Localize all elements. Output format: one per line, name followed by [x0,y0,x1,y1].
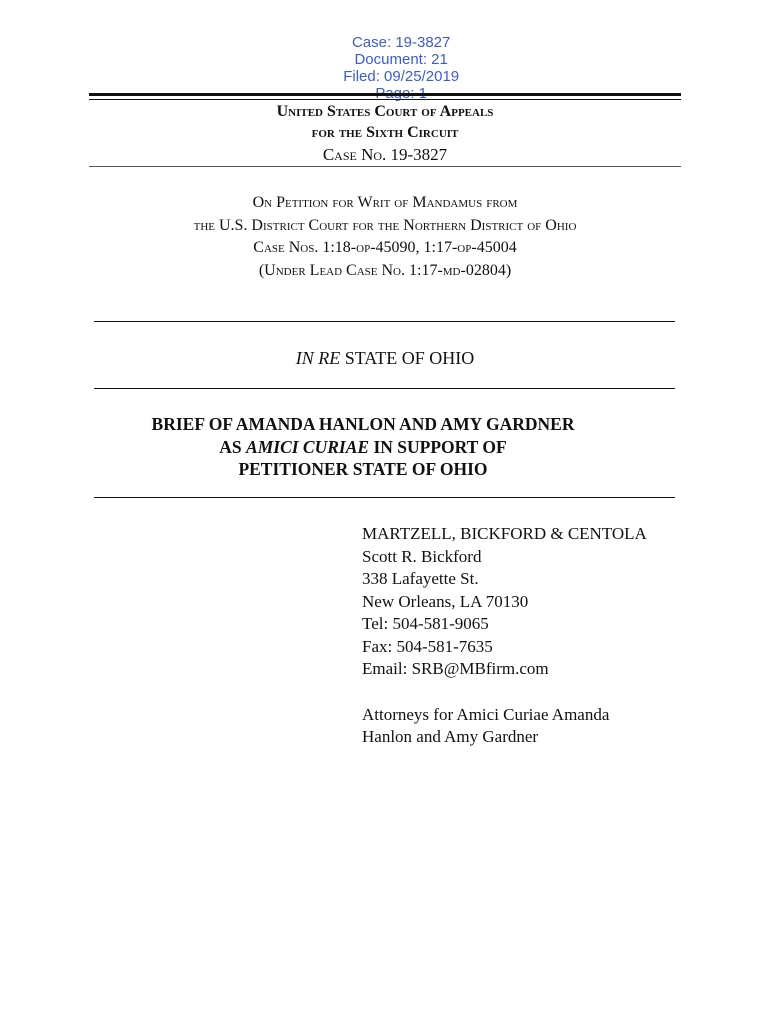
brief-line-2 [0,436,726,459]
telephone: Tel: 504-581-9065 [362,614,489,633]
firm-name: MARTZELL, BICKFORD & CENTOLA [362,524,647,543]
petition-line-4: (Under Lead Case No. 1:17-md-02804) [258,261,512,279]
in-re-prefix: IN RE [295,348,341,368]
brief-title [0,413,726,481]
brief-line-2-suffix: IN SUPPORT OF [373,436,507,457]
case-number: Case No. 19-3827 [322,145,448,164]
attorney-name: Scott R. Bickford [362,546,482,566]
separator-line-1 [94,321,675,322]
court-heading [0,101,770,143]
attorney-role-line-1: Attorneys for Amici Curiae Amanda [362,704,610,724]
brief-line-3: PETITIONER STATE OF OHIO [238,459,488,479]
petition-line-2: the U.S. District Court for the Northern District of Ohio [193,216,577,234]
court-name: United States Court of Appeals [276,103,494,120]
email: Email: SRB@MBfirm.com [362,659,549,678]
brief-line-1: BRIEF OF AMANDA HANLON AND AMY GARDNER [151,414,575,434]
separator-line-2 [94,388,675,389]
petition-block [0,192,770,282]
court-circuit: for the Sixth Circuit [311,124,459,141]
brief-line-2-prefix: AS [219,436,242,457]
header-case: Case: 19-3827 [351,34,451,51]
city-address: New Orleans, LA 70130 [362,591,529,611]
petition-line-3: Case Nos. 1:18-op-45090, 1:17-op-45004 [253,239,517,256]
in-re-caption [0,347,770,369]
petition-line-1: On Petition for Writ of Mandamus from [252,194,518,211]
brief-amici-curiae: AMICI CURIAE [246,436,370,457]
attorney-block [362,523,647,749]
header-filed: Filed: 09/25/2019 [343,68,460,85]
street-address: 338 Lafayette St. [362,569,479,588]
court-rule [89,166,681,167]
in-re-party: STATE OF OHIO [344,348,475,368]
header-document: Document: 21 [354,51,448,68]
filing-header [0,17,770,102]
separator-line-3 [94,497,675,498]
top-rule-thick [89,93,681,96]
top-rule-thin [89,99,681,100]
attorney-role-line-2: Hanlon and Amy Gardner [362,727,539,746]
fax: Fax: 504-581-7635 [362,636,493,656]
